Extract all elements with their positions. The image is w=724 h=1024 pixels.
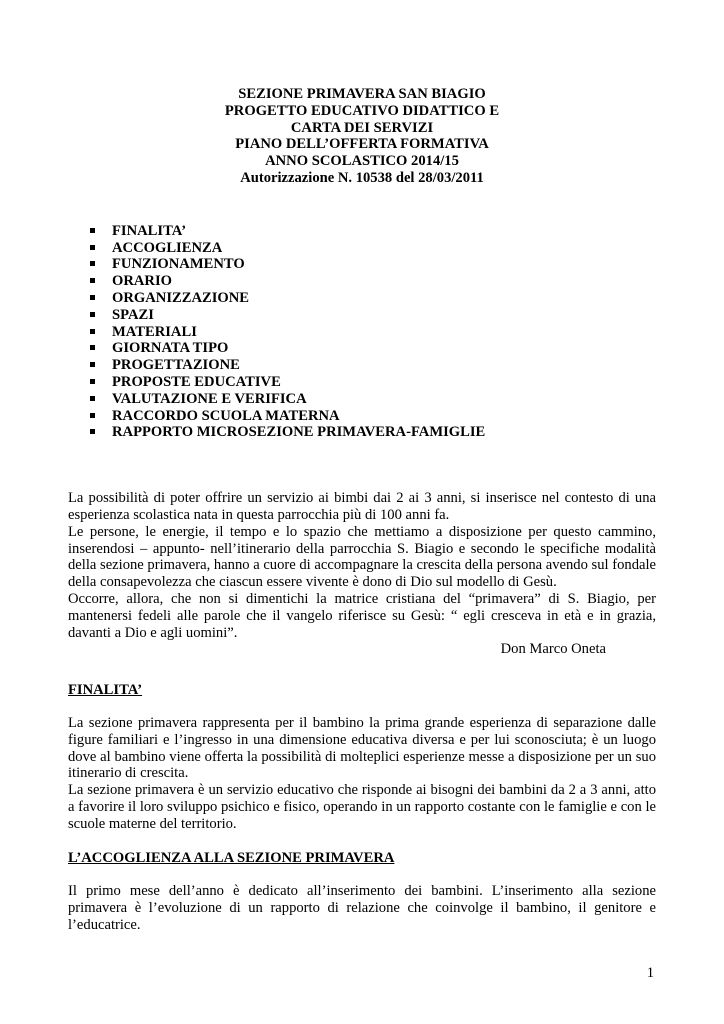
toc-item: ACCOGLIENZA (88, 240, 656, 257)
toc-item: RAPPORTO MICROSEZIONE PRIMAVERA-FAMIGLIE (88, 424, 656, 441)
toc-item: MATERIALI (88, 324, 656, 341)
signature: Don Marco Oneta (500, 641, 606, 658)
table-of-contents (68, 223, 656, 441)
document-header (68, 86, 656, 187)
header-line: CARTA DEI SERVIZI (290, 119, 434, 136)
header-line: ANNO SCOLASTICO 2014/15 (265, 153, 459, 170)
toc-item: VALUTAZIONE E VERIFICA (88, 391, 656, 408)
toc-item: PROGETTAZIONE (88, 357, 656, 374)
intro-section (68, 490, 656, 658)
toc-item: ORARIO (88, 273, 656, 290)
document-page (68, 86, 656, 934)
finalita-section (68, 682, 656, 832)
header-line: SEZIONE PRIMAVERA SAN BIAGIO (238, 86, 486, 102)
toc-item: ORGANIZZAZIONE (88, 290, 656, 307)
header-line: Autorizzazione N. 10538 del 28/03/2011 (240, 169, 484, 186)
intro-paragraph: Le persone, le energie, il tempo e lo spazio che mettiamo a disposizione per questo cammino, inserendosi – appunto- nell’itinerario della parrocchia S. Biagio e secondo le specifiche modalità della sezione primavera, hanno a cuore di accompagnare la crescita della persona avendo sul fondale della consapevolezza che ciascun essere vivente è dono di Dio sul modello di Gesù. (68, 523, 656, 591)
toc-item: PROPOSTE EDUCATIVE (88, 374, 656, 391)
header-line: PIANO DELL’OFFERTA FORMATIVA (235, 136, 489, 153)
intro-paragraph: La possibilità di poter offrire un servizio ai bimbi dai 2 ai 3 anni, si inserisce nel contesto di una esperienza scolastica nata in questa parrocchia più di 100 anni fa. (68, 490, 656, 523)
toc-item: FINALITA’ (88, 223, 656, 240)
page-number: 1 (646, 965, 654, 981)
toc-item: FUNZIONAMENTO (88, 256, 656, 273)
section-paragraph: La sezione primavera rappresenta per il bambino la prima grande esperienza di separazione dalle figure familiari e l’ingresso in una dimensione educativa diversa e per lui sconosciuta; è un luogo dove al bambino viene offerta la possibilità di molteplici esperienze messe a disposizione per un suo itinerario di crescita. (68, 714, 656, 782)
intro-paragraph: Occorre, allora, che non si dimentichi la matrice cristiana del “primavera” di S. Biagio, per mantenersi fedeli alle parole che il vangelo riferisce su Gesù: “ egli cresceva in età e in grazia, davanti a Dio e agli uomini”. (68, 590, 656, 641)
accoglienza-section (68, 850, 656, 933)
section-paragraph: La sezione primavera è un servizio educativo che risponde ai bisogni dei bambini da 2 a 3 anni, atto a favorire il loro sviluppo psichico e fisico, operando in un rapporto costante con le famiglie e con le scuole materne del territorio. (68, 782, 656, 832)
toc-item: GIORNATA TIPO (88, 340, 656, 357)
header-line: PROGETTO EDUCATIVO DIDATTICO E (224, 102, 500, 119)
toc-item: RACCORDO SCUOLA MATERNA (88, 408, 656, 425)
toc-item: SPAZI (88, 307, 656, 324)
section-heading: L’ACCOGLIENZA ALLA SEZIONE PRIMAVERA (68, 850, 395, 867)
section-heading: FINALITA’ (68, 682, 143, 699)
section-paragraph: Il primo mese dell’anno è dedicato all’inserimento dei bambini. L’inserimento alla sezione primavera è l’evoluzione di un rapporto di relazione che coinvolge il bambino, il genitore e l’educatrice. (68, 883, 656, 933)
